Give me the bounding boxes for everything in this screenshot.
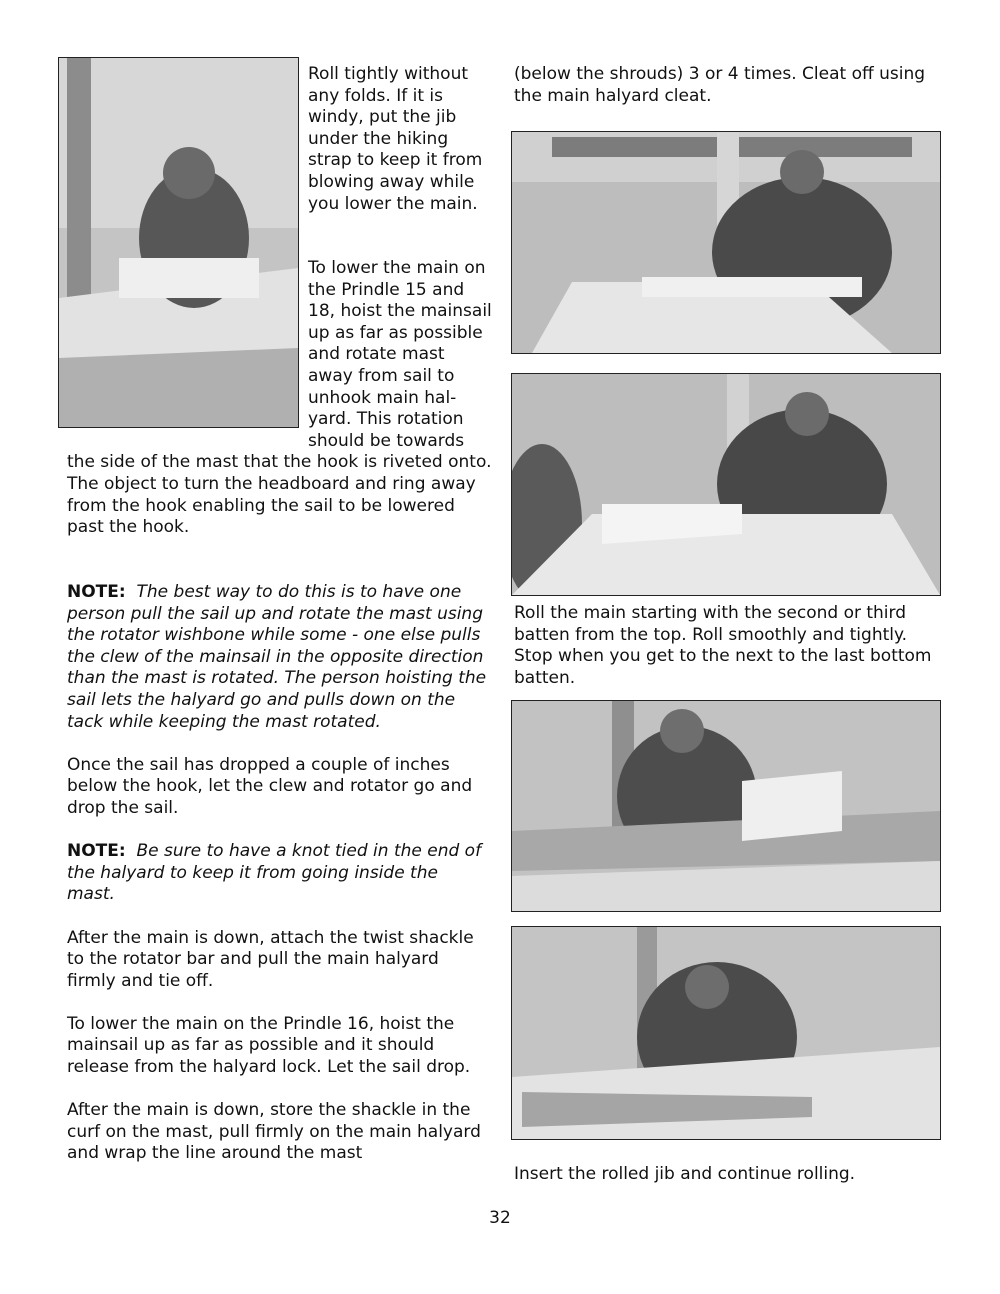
lower-main-paragraph (67, 258, 492, 539)
note-2 (67, 841, 487, 906)
note-1-label: NOTE: (67, 582, 126, 602)
right-top-text: (below the shrouds) 3 or 4 times. Cleat off using the main halyard cleat. (514, 64, 926, 106)
store-shackle-paragraph: After the main is down, store the shackle in the curf on the mast, pull firmly on the main halyard and wrap the line around the mast (67, 1100, 481, 1164)
photo-rolling-main-1 (511, 131, 941, 354)
note-1-text: The best way to do this is to have one person pull the sail up and rotate the mast using the rotator wishbone while some - one else pulls the clew of the mainsail in the opposite direction than the mast is rotated. The person hoisting the sail lets the halyard go and pulls down on the tack while keeping the mast rotated. (67, 582, 487, 732)
roll-main-caption: Roll the main starting with the second or third batten from the top. Roll smoothly and tightly. Stop when you get to the next to the last bottom batten. (514, 603, 932, 688)
note-2-label: NOTE: (67, 841, 126, 862)
twist-shackle-paragraph: After the main is down, attach the twist shackle to the rotator bar and pull the main halyard firmly and tie off. (67, 927, 474, 991)
photo-insert-jib (511, 926, 941, 1140)
lower-main-text: To lower the main on the Prindle 15 and 18, hoist the mainsail up as far as possible and rotate mast away from sail to unhook main hal-yard. This rotation should be towards the side of the mast that the hook is riveted onto. The object to turn the headboard and ring away from the hook enabling the sail to be lowered past the hook. (67, 258, 492, 538)
wrap-text (308, 64, 490, 215)
dropped-paragraph: Once the sail has dropped a couple of inches below the hook, let the clew and rotator go and drop the sail. (67, 754, 473, 818)
wrap-paragraph-1: Roll tightly without any folds. If it is windy, put the jib under the hiking strap to keep it from blowing away while you lower the main. (308, 64, 483, 214)
note-2-text: Be sure to have a knot tied in the end of the halyard to keep it from going inside the mast. (67, 841, 482, 905)
page-number: 32 (489, 1208, 511, 1228)
photo-rolled-main-boom (511, 700, 941, 912)
prindle16-paragraph: To lower the main on the Prindle 16, hoist the mainsail up as far as possible and it should release from the halyard lock. Let the sail drop. (67, 1013, 471, 1078)
insert-jib-caption: Insert the rolled jib and continue rolling. (514, 1164, 856, 1184)
note-1 (67, 582, 487, 733)
left-lower-block (67, 582, 487, 1187)
photo-rolling-main-2 (511, 373, 941, 596)
photo-float-spacer (67, 258, 308, 432)
